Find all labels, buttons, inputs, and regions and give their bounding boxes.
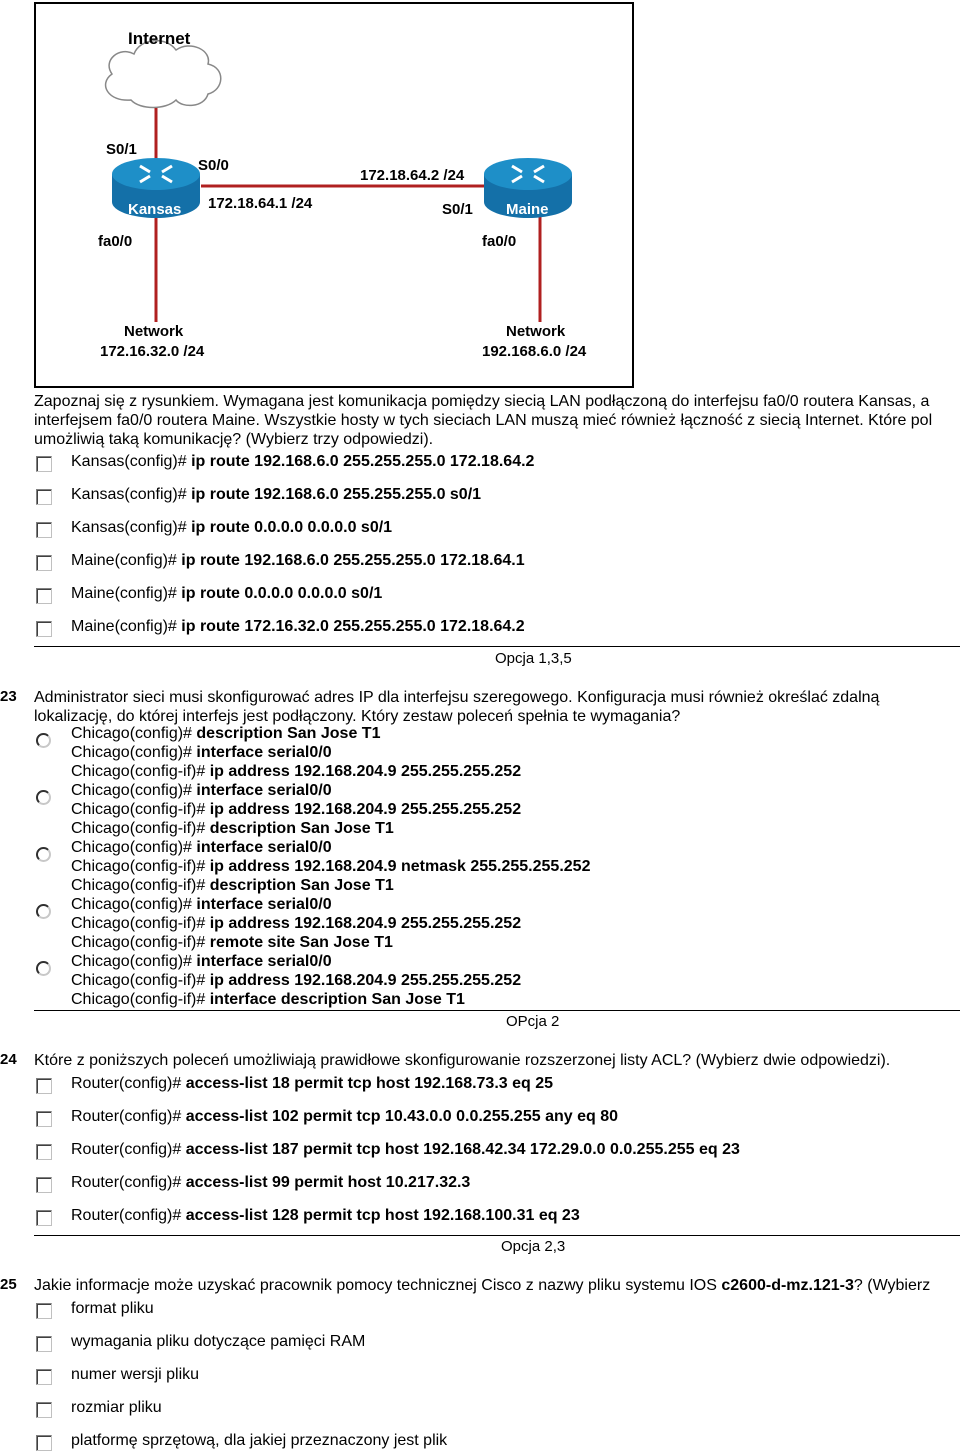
option-command: interface serial0/0 xyxy=(196,839,332,856)
q25-text-after: ? (Wybierz xyxy=(853,1277,931,1294)
checkbox[interactable] xyxy=(36,1078,52,1094)
q22-answer: Opcja 1,3,5 xyxy=(495,650,572,667)
network-diagram xyxy=(34,2,634,388)
q23-answer: OPcja 2 xyxy=(506,1013,560,1030)
radio-button[interactable] xyxy=(36,733,51,748)
radio-button[interactable] xyxy=(36,904,51,919)
internet-label: Internet xyxy=(128,29,191,48)
q23-text xyxy=(34,688,960,726)
option-prefix: Router(config)# xyxy=(71,1108,186,1125)
option-prefix: Chicago(config)# xyxy=(71,782,197,799)
checkbox[interactable] xyxy=(36,1369,52,1385)
option-command: ip route 172.16.32.0 255.255.255.0 172.18.64.2 xyxy=(181,618,525,635)
q25-text xyxy=(34,1276,960,1295)
q25-text-before: Jakie informacje może uzyskać pracownik pomocy technicznej Cisco z nazwy pliku systemu IOS xyxy=(34,1277,722,1294)
option-prefix: Chicago(config-if)# xyxy=(71,991,210,1008)
option-label: numer wersji pliku xyxy=(71,1366,200,1383)
q23-number: 23 xyxy=(0,688,17,705)
q24-answer: Opcja 2,3 xyxy=(501,1238,566,1255)
option-command: interface serial0/0 xyxy=(196,953,332,970)
option-prefix: Chicago(config-if)# xyxy=(71,915,210,932)
checkbox[interactable] xyxy=(36,1111,52,1127)
option-command: access-list 187 permit tcp host 192.168.42.34 172.29.0.0 0.0.255.255 eq 23 xyxy=(185,1141,740,1158)
option-command: ip address 192.168.204.9 255.255.255.252 xyxy=(209,972,522,989)
checkbox[interactable] xyxy=(36,621,52,637)
option-prefix: Chicago(config-if)# xyxy=(71,934,210,951)
checkbox[interactable] xyxy=(36,1177,52,1193)
maine-router-name: Maine xyxy=(506,201,549,218)
checkbox[interactable] xyxy=(36,1144,52,1160)
option-prefix: Chicago(config)# xyxy=(71,725,197,742)
checkbox[interactable] xyxy=(36,456,52,472)
divider xyxy=(34,1235,960,1236)
option-prefix: Chicago(config)# xyxy=(71,953,197,970)
option-command: access-list 102 permit tcp 10.43.0.0 0.0.255.255 any eq 80 xyxy=(185,1108,618,1125)
q23-text-line: lokalizację, do której interfejs jest podłączony. Który zestaw poleceń spełnia te wymagania? xyxy=(34,708,681,725)
option-command: ip address 192.168.204.9 255.255.255.252 xyxy=(209,801,522,818)
option-command: ip route 0.0.0.0 0.0.0.0 s0/1 xyxy=(181,585,383,602)
right-network-label: Network xyxy=(506,323,566,340)
option-prefix: Maine(config)# xyxy=(71,585,182,602)
option-prefix: Chicago(config-if)# xyxy=(71,877,210,894)
left-network-label: Network xyxy=(124,323,184,340)
kansas-fa-label: fa0/0 xyxy=(98,233,133,250)
option-command: ip address 192.168.204.9 255.255.255.252 xyxy=(209,915,522,932)
checkbox[interactable] xyxy=(36,1435,52,1451)
checkbox[interactable] xyxy=(36,588,52,604)
option-command: description San Jose T1 xyxy=(209,820,394,837)
q24-text-line: Które z poniższych poleceń umożliwiają prawidłowe skonfigurowanie rozszerzonej listy ACL? (Wybierz dwie odpowiedzi). xyxy=(34,1052,891,1069)
option-command: interface description San Jose T1 xyxy=(209,991,465,1008)
maine-s01-label: S0/1 xyxy=(442,201,473,218)
option-prefix: Router(config)# xyxy=(71,1075,186,1092)
right-network-addr: 192.168.6.0 /24 xyxy=(482,343,587,360)
divider xyxy=(34,646,960,647)
option-label: platformę sprzętową, dla jakiej przeznaczony jest plik xyxy=(71,1432,448,1449)
option-command: description San Jose T1 xyxy=(196,725,381,742)
checkbox[interactable] xyxy=(36,555,52,571)
kansas-router-name: Kansas xyxy=(128,201,182,218)
option-command: ip route 0.0.0.0 0.0.0.0 s0/1 xyxy=(191,519,393,536)
option-prefix: Kansas(config)# xyxy=(71,519,192,536)
option-command: interface serial0/0 xyxy=(196,744,332,761)
option-command: interface serial0/0 xyxy=(196,782,332,799)
option-command: ip address 192.168.204.9 netmask 255.255.255.252 xyxy=(209,858,591,875)
maine-ip-label: 172.18.64.2 /24 xyxy=(360,167,465,184)
q25-filename: c2600-d-mz.121-3 xyxy=(721,1277,854,1294)
radio-button[interactable] xyxy=(36,847,51,862)
option-command: ip route 192.168.6.0 255.255.255.0 s0/1 xyxy=(191,486,482,503)
q22-intro xyxy=(34,392,960,449)
checkbox[interactable] xyxy=(36,1210,52,1226)
radio-button[interactable] xyxy=(36,961,51,976)
option-label: format pliku xyxy=(71,1300,154,1317)
option-command: interface serial0/0 xyxy=(196,896,332,913)
q22-intro-line: Zapoznaj się z rysunkiem. Wymagana jest komunikacja pomiędzy siecią LAN podłączoną do interfejsu fa0/0 routera Kansas, a xyxy=(34,393,930,410)
radio-button[interactable] xyxy=(36,790,51,805)
option-prefix: Router(config)# xyxy=(71,1174,186,1191)
option-command: description San Jose T1 xyxy=(209,877,394,894)
option-command: access-list 99 permit host 10.217.32.3 xyxy=(185,1174,471,1191)
option-prefix: Chicago(config-if)# xyxy=(71,820,210,837)
option-prefix: Chicago(config-if)# xyxy=(71,763,210,780)
option-label: rozmiar pliku xyxy=(71,1399,162,1416)
internet-cloud xyxy=(106,41,221,108)
q22-intro-line: interfejsem fa0/0 routera Maine. Wszystkie hosty w tych sieciach LAN muszą mieć również łączność z siecią Internet. Które pol xyxy=(34,412,933,429)
option-prefix: Maine(config)# xyxy=(71,618,182,635)
option-prefix: Chicago(config-if)# xyxy=(71,972,210,989)
option-command: remote site San Jose T1 xyxy=(209,934,393,951)
checkbox[interactable] xyxy=(36,489,52,505)
option-prefix: Chicago(config)# xyxy=(71,744,197,761)
option-command: access-list 128 permit tcp host 192.168.100.31 eq 23 xyxy=(185,1207,580,1224)
kansas-ip-label: 172.18.64.1 /24 xyxy=(208,195,313,212)
option-prefix: Chicago(config-if)# xyxy=(71,858,210,875)
topology-svg xyxy=(36,4,632,386)
q24-number: 24 xyxy=(0,1051,17,1068)
left-network-addr: 172.16.32.0 /24 xyxy=(100,343,205,360)
option-command: access-list 18 permit tcp host 192.168.73.3 eq 25 xyxy=(185,1075,554,1092)
option-prefix: Kansas(config)# xyxy=(71,453,192,470)
option-prefix: Chicago(config)# xyxy=(71,839,197,856)
option-prefix: Kansas(config)# xyxy=(71,486,192,503)
checkbox[interactable] xyxy=(36,1402,52,1418)
kansas-s01-label: S0/1 xyxy=(106,141,137,158)
option-label: wymagania pliku dotyczące pamięci RAM xyxy=(71,1333,366,1350)
option-command: ip route 192.168.6.0 255.255.255.0 172.18.64.2 xyxy=(191,453,535,470)
divider xyxy=(34,1010,960,1011)
q23-text-line: Administrator sieci musi skonfigurować adres IP dla interfejsu szeregowego. Konfiguracja musi również określać zdalną xyxy=(34,689,880,706)
q25-number: 25 xyxy=(0,1276,17,1293)
q22-intro-line: umożliwią taką komunikację? (Wybierz trzy odpowiedzi). xyxy=(34,431,434,448)
option-prefix: Maine(config)# xyxy=(71,552,182,569)
checkbox[interactable] xyxy=(36,1336,52,1352)
maine-fa-label: fa0/0 xyxy=(482,233,517,250)
checkbox[interactable] xyxy=(36,522,52,538)
option-prefix: Chicago(config-if)# xyxy=(71,801,210,818)
option-prefix: Chicago(config)# xyxy=(71,896,197,913)
checkbox[interactable] xyxy=(36,1303,52,1319)
option-prefix: Router(config)# xyxy=(71,1141,186,1158)
option-command: ip route 192.168.6.0 255.255.255.0 172.18.64.1 xyxy=(181,552,525,569)
option-prefix: Router(config)# xyxy=(71,1207,186,1224)
q24-text xyxy=(34,1051,960,1070)
kansas-s00-label: S0/0 xyxy=(198,157,229,174)
option-command: ip address 192.168.204.9 255.255.255.252 xyxy=(209,763,522,780)
